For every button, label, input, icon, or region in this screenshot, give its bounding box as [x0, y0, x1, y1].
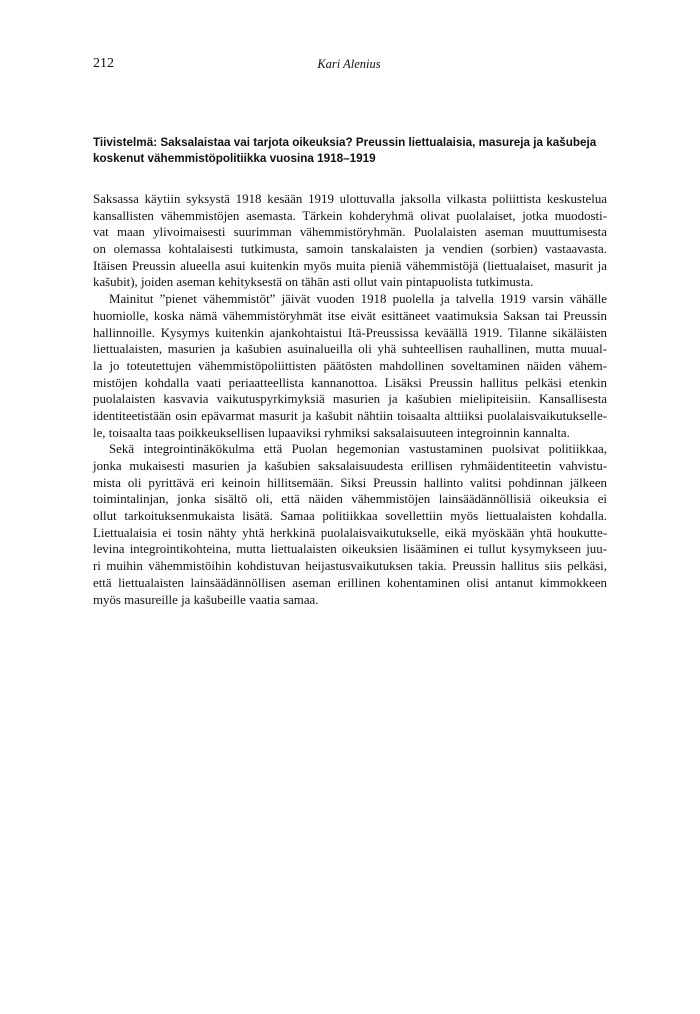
text-line: ri muihin vähemmistöihin kohdistuvan heijastusvaikutuksen takia. Preussin hallitus siis pelkäsi, — [93, 559, 607, 574]
text-line: toimintalinjan, jonka sisältö oli, että näiden vähemmistöjen lainsäädännöllisiä oikeuksia ei — [93, 492, 607, 507]
text-line: puolalaisten kasvavia vaikutuspyrkimyksiä masurien ja kašubien mielipiteisiin. Kansallisesta — [93, 392, 607, 407]
text-line: Itäisen Preussin alueella asui kuitenkin myös muita pieniä vähemmistöjä (liettualaiset, masurit ja — [93, 258, 607, 273]
abstract-title-line: Tiivistelmä: Saksalaistaa vai tarjota oikeuksia? Preussin liettualaisia, masureja ja kašubeja — [93, 136, 597, 149]
paragraph-2 — [93, 291, 607, 441]
text-line: kansallisten vähemmistöjen asemasta. Tärkein kohderyhmä olivat puolalaiset, jotka muodosti- — [93, 208, 607, 223]
text-line: identiteetistään osin epävarmat masurit ja kašubit nähtiin toisaalta alttiiksi puolalaisvaikutukselle- — [93, 408, 607, 423]
text-line: jonka mukaisesti masurien ja kašubien saksalaisuudesta erillisen ryhmäidentiteetin vahvistu- — [93, 459, 607, 473]
text-line: Sekä integrointinäkökulma että Puolan hegemonian vastustaminen puolsivat politiikkaa, — [109, 442, 607, 457]
text-line: Saksassa käytiin syksystä 1918 kesään 1919 ulottuvalla jaksolla vilkasta poliittista keskustelua — [93, 192, 607, 206]
text-line: että liettualaisten lainsäädännöllisen aseman erillinen kohentaminen olisi antanut kimmokkeen — [93, 575, 607, 590]
abstract-body — [93, 191, 607, 608]
page-number: 212 — [93, 56, 114, 71]
paragraph-1 — [93, 191, 607, 291]
text-line: kašubit), joiden aseman kehityksestä on tähän asti ollut vain pintapuolista tutkimusta. — [93, 275, 534, 290]
text-line: Mainitut ”pienet vähemmistöt” jäivät vuoden 1918 puolella ja talvella 1919 varsin vähälle — [109, 292, 607, 307]
text-line: mistöjen kohdalla vaati periaatteellista kannanottoa. Lisäksi Preussin hallitus pelkäsi etenkin — [93, 375, 607, 390]
abstract-title — [93, 135, 609, 167]
text-line: myös masureille ja kašubeille vaatia samaa. — [93, 592, 319, 607]
text-line: hallinnoille. Kysymys kuitenkin ajankohtaistui Itä-Preussissa keväällä 1919. Tilanne sikäläisten — [93, 325, 607, 340]
text-line: liettualaisten, masurien ja kašubien asuinalueilla oli yhä suhteellisen rauhallinen, mutta muual- — [93, 342, 607, 357]
paragraph-3 — [93, 441, 607, 608]
text-line: le, toisaalta taas poikkeuksellisen lupaaviksi ryhmiksi saksalaisuuteen integroinnin kannalta. — [93, 425, 570, 440]
text-line: huomiolle, koska nämä vähemmistöryhmät itse eivät esittäneet vaatimuksia Saksan tai Preussin — [93, 308, 607, 323]
text-line: ollut tarkoituksenmukaista lisätä. Samaa politiikkaa sovellettiin myös liettualaisten kohdalla. — [93, 509, 607, 524]
text-line: on olemassa kohtalaisesti tutkimusta, samoin tanskalaisten ja vendien (sorbien) vastaavasta. — [93, 242, 607, 257]
running-header-author: Kari Alenius — [317, 57, 381, 71]
abstract-title-line: koskenut vähemmistöpolitiikka vuosina 1918–1919 — [93, 152, 376, 165]
text-line: levina integrointikohteina, mutta liettualaisten oikeuksien lisääminen ei tullut kysymykseen juu- — [93, 542, 607, 557]
text-line: Liettualaisia ei tosin nähty yhtä herkkinä puolalaisvaikutukselle, eikä myöskään yhtä houkutte- — [93, 525, 607, 540]
running-header — [93, 54, 605, 74]
text-line: vat maan ylivoimaisesti suurimman vähemmistöryhmän. Puolalaisten aseman muuttumisesta — [93, 225, 607, 240]
text-line: la jo toteutettujen vähemmistöpoliittisten päätösten mahdollinen soveltaminen näiden vähem- — [93, 358, 607, 373]
text-line: mista oli pyrittävä eri keinoin hillitsemään. Siksi Preussin hallinto valitsi pohdinnan jälkeen — [93, 475, 607, 490]
